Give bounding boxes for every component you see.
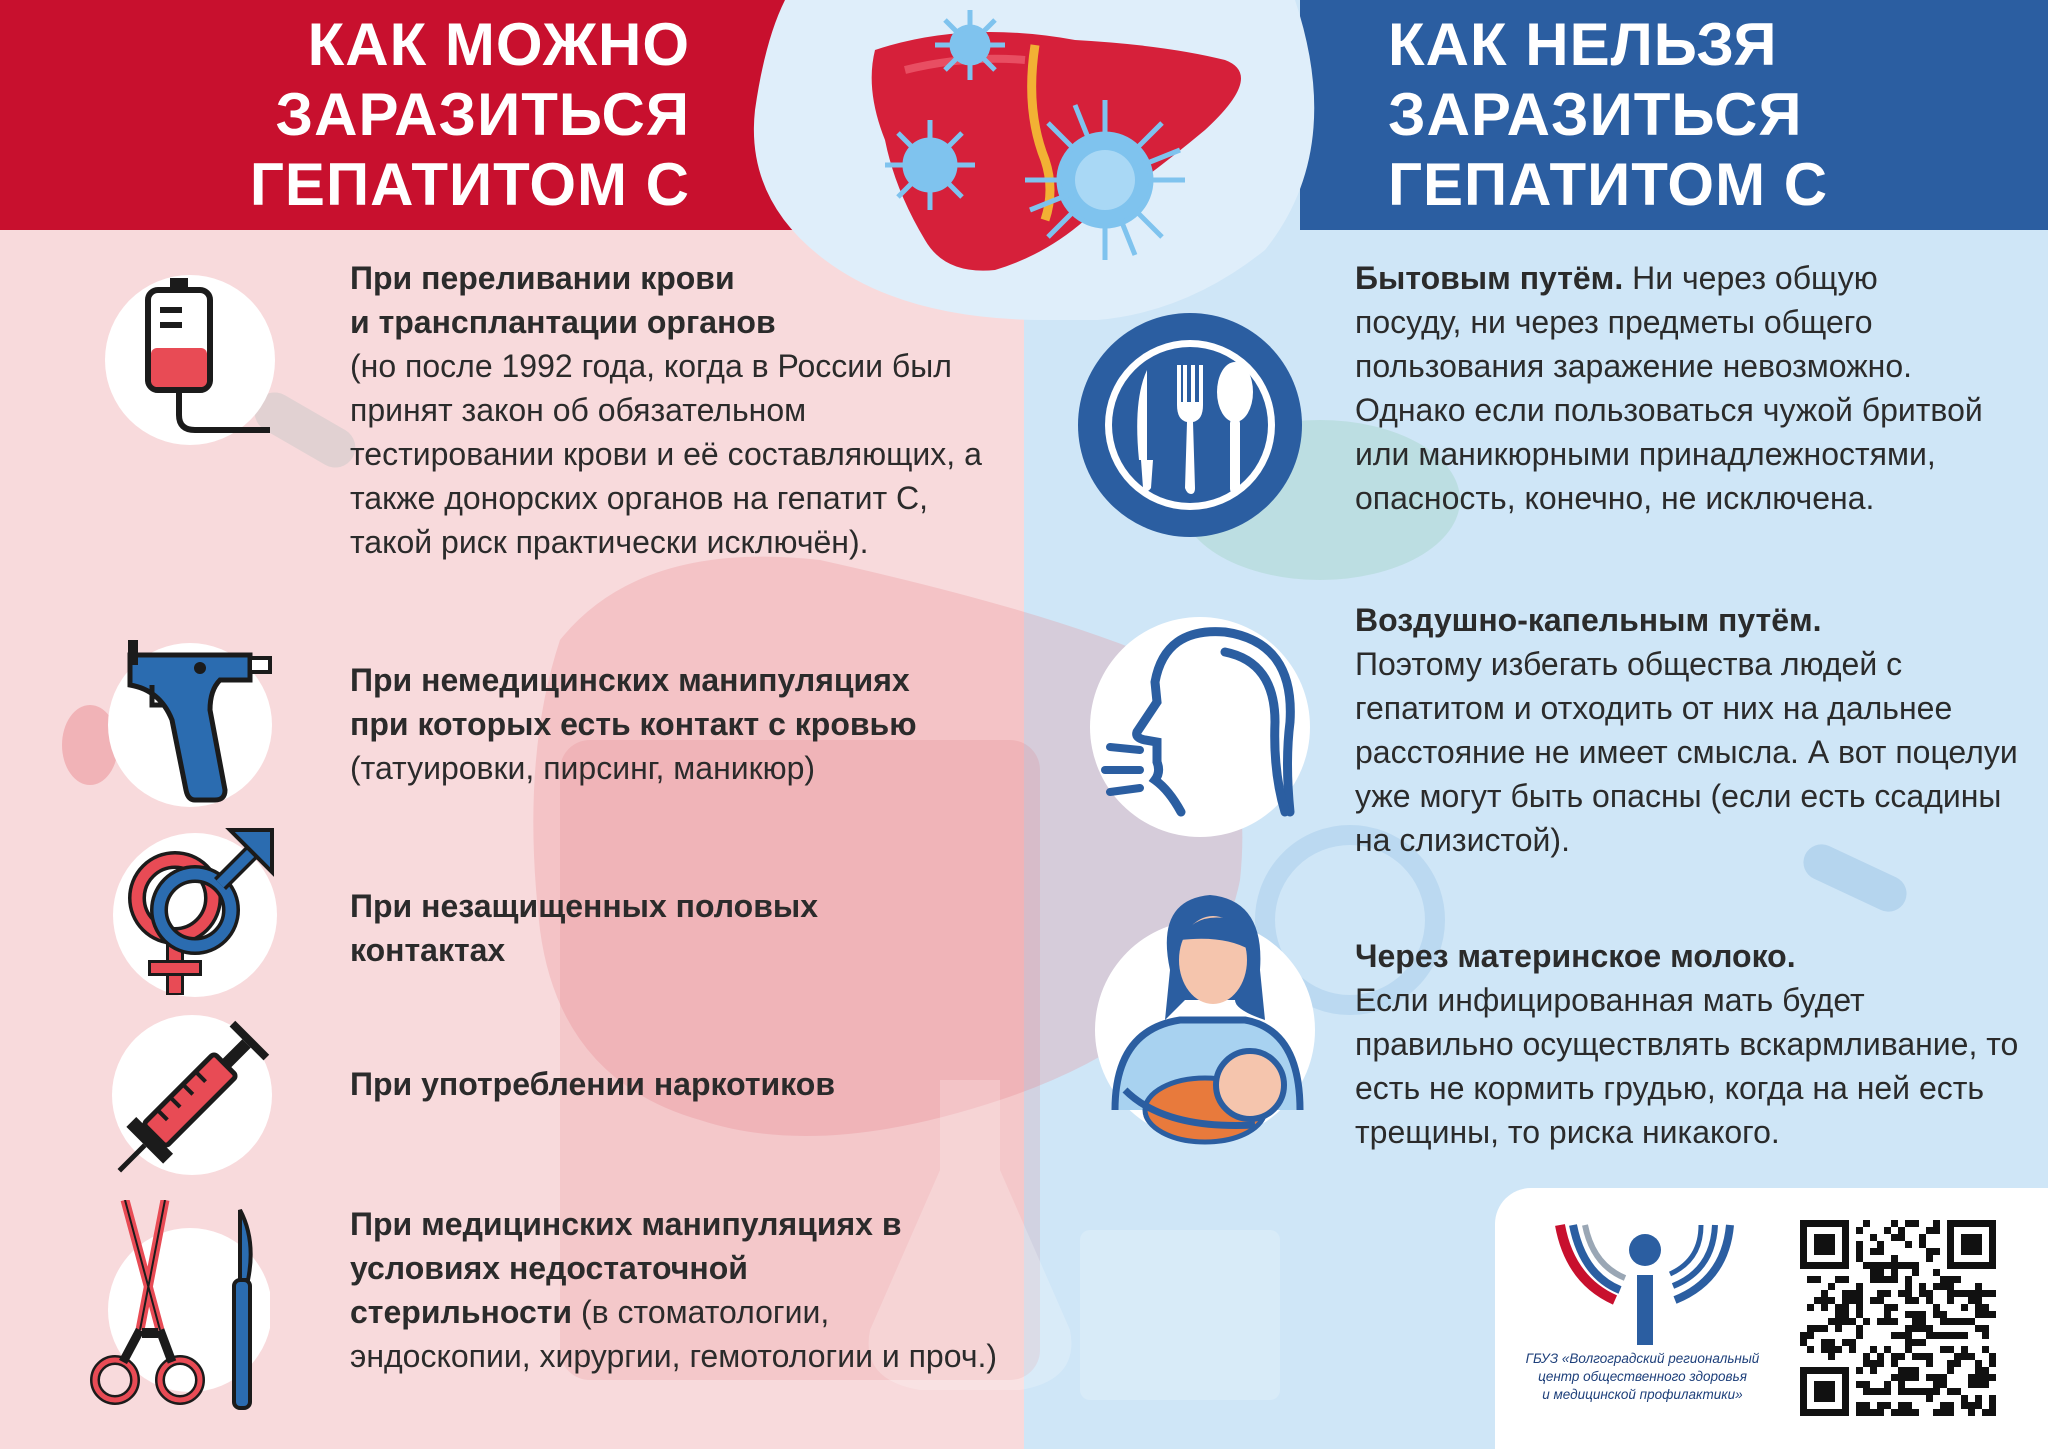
piercing-gun-icon <box>100 630 280 810</box>
item-bold-line: условиях недостаточной <box>350 1250 748 1286</box>
qr-code[interactable] <box>1800 1220 1996 1416</box>
can-item-drugs <box>350 1062 1010 1106</box>
organization-name <box>1495 1350 1790 1404</box>
item-line: эндоскопии, хирургии, гемотологии и проч.) <box>350 1338 998 1374</box>
item-line: принят закон об обязательном <box>350 392 807 428</box>
left-title-line: ЗАРАЗИТЬСЯ <box>275 81 690 148</box>
item-line: (но после 1992 года, когда в России был <box>350 348 952 384</box>
cannot-item-household <box>1355 256 2035 520</box>
item-bold-line: При немедицинских манипуляциях <box>350 662 910 698</box>
item-line: (татуировки, пирсинг, маникюр) <box>350 750 816 786</box>
item-line: уже могут быть опасны (если есть ссадины <box>1355 778 2002 814</box>
cannot-item-airborne <box>1355 598 2035 862</box>
item-bold-line: при которых есть контакт с кровью <box>350 706 917 742</box>
item-line: Если инфицированная мать будет <box>1355 982 1865 1018</box>
org-line: и медицинской профилактики» <box>1542 1387 1743 1402</box>
left-title-line: КАК МОЖНО <box>307 11 690 78</box>
item-bold-line: контактах <box>350 932 506 968</box>
right-title-line: ЗАРАЗИТЬСЯ <box>1388 81 1803 148</box>
item-line: гепатитом и отходить от них на дальнее <box>1355 690 1953 726</box>
item-bold-line: Через материнское молоко. <box>1355 938 1796 974</box>
item-bold-line: При переливании крови <box>350 260 735 296</box>
org-line: центр общественного здоровья <box>1538 1369 1747 1384</box>
org-line: ГБУЗ «Волгоградский региональный <box>1525 1351 1760 1366</box>
item-mixed-line <box>1355 256 2035 300</box>
iv-drip-icon <box>100 270 280 450</box>
right-title-line: КАК НЕЛЬЗЯ <box>1388 11 1778 78</box>
item-bold-inline: стерильности <box>350 1294 573 1330</box>
cannot-item-breastmilk <box>1355 934 2035 1154</box>
item-line: также донорских органов на гепатит С, <box>350 480 929 516</box>
item-inline-rest: (в стоматологии, <box>572 1294 830 1330</box>
can-item-sexual <box>350 884 1010 972</box>
item-mixed-line <box>350 1290 1050 1334</box>
item-line: опасность, конечно, не исключена. <box>1355 480 1875 516</box>
surgical-tools-icon <box>90 1200 270 1380</box>
item-bold-line: и трансплантации органов <box>350 304 776 340</box>
item-line: такой риск практически исключён). <box>350 524 869 560</box>
item-line: правильно осуществлять вскармливание, то <box>1355 1026 2019 1062</box>
item-bold-line: При употреблении наркотиков <box>350 1066 835 1102</box>
can-item-nonmedical <box>350 658 1010 790</box>
gender-symbols-icon <box>100 820 280 1000</box>
coughing-person-icon <box>1085 612 1315 842</box>
item-line: или маникюрными принадлежностями, <box>1355 436 1936 472</box>
item-line: трещины, то риска никакого. <box>1355 1114 1780 1150</box>
item-bold-inline: Бытовым путём. <box>1355 260 1624 296</box>
item-line: есть не кормить грудью, когда на ней есть <box>1355 1070 1985 1106</box>
item-line: посуду, ни через предметы общего <box>1355 304 1873 340</box>
can-item-transfusion <box>350 256 1010 564</box>
item-line: Поэтому избегать общества людей с <box>1355 646 1903 682</box>
breastfeeding-mother-icon <box>1085 880 1315 1200</box>
right-header <box>1300 0 2048 230</box>
item-line: расстояние не имеет смысла. А вот поцелуи <box>1355 734 2018 770</box>
cutlery-icon <box>1075 310 1305 540</box>
syringe-icon <box>100 1010 280 1190</box>
item-bold-line: При незащищенных половых <box>350 888 818 924</box>
left-header-title <box>250 10 690 220</box>
item-line: на слизистой). <box>1355 822 1570 858</box>
left-title-line: ГЕПАТИТОМ С <box>249 151 690 218</box>
item-line: тестировании крови и её составляющих, а <box>350 436 982 472</box>
item-line: пользования заражение невозможно. <box>1355 348 1912 384</box>
left-header <box>0 0 830 230</box>
item-bold-line: Воздушно-капельным путём. <box>1355 602 1822 638</box>
item-inline-rest: Ни через общую <box>1623 260 1878 296</box>
right-title-line: ГЕПАТИТОМ С <box>1388 151 1829 218</box>
right-header-title <box>1388 10 1828 220</box>
item-bold-line: При медицинских манипуляциях в <box>350 1206 902 1242</box>
organization-logo <box>1555 1220 1735 1350</box>
can-item-medical <box>350 1202 1050 1378</box>
item-line: Однако если пользоваться чужой бритвой <box>1355 392 1983 428</box>
